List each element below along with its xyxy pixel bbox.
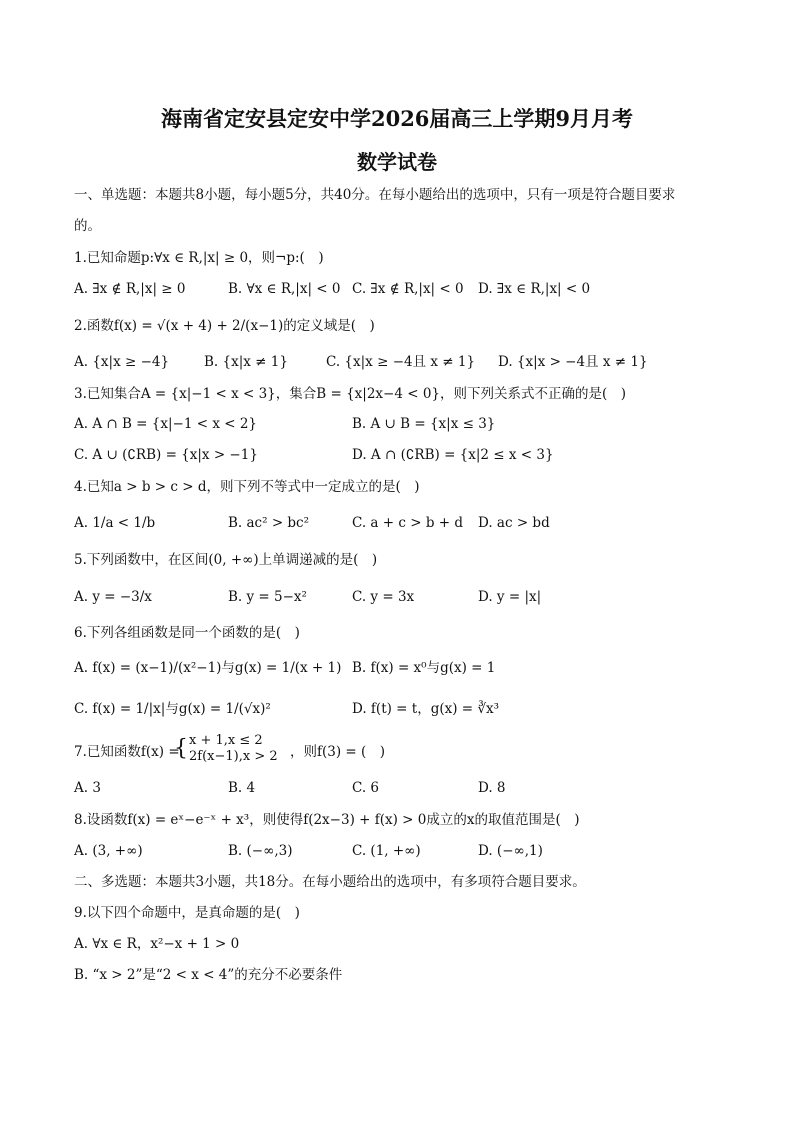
question-7-case-2: 2f(x−1),x > 2 <box>189 749 278 764</box>
question-7-case-1: x + 1,x ≤ 2 <box>189 733 263 748</box>
question-6-option-d: D. f(t) = t，g(x) = ∛x³ <box>352 701 500 717</box>
question-5-option-a: A. y = −3/x <box>74 589 152 605</box>
question-6-option-b: B. f(x) = x⁰与g(x) = 1 <box>352 660 496 676</box>
question-3-stem: 3.已知集合A = {x|−1 < x < 3}，集合B = {x|2x−4 < 0}，则下列关系式不正确的是( ) <box>74 386 627 402</box>
question-3-option-d: D. A ∩ (∁RB) = {x|2 ≤ x < 3} <box>352 447 554 463</box>
question-1-option-b: B. ∀x ∈ R,|x| < 0 <box>228 281 341 297</box>
question-2-option-d: D. {x|x > −4且 x ≠ 1} <box>498 354 648 370</box>
question-5-option-c: C. y = 3x <box>352 589 415 605</box>
question-7-stem-suffix: ，则f(3) = ( ) <box>290 744 386 760</box>
question-1-option-a: A. ∃x ∉ R,|x| ≥ 0 <box>74 281 186 297</box>
question-4-option-c: C. a + c > b + d <box>352 515 464 531</box>
question-1-option-c: C. ∃x ∉ R,|x| < 0 <box>352 281 464 297</box>
question-3-option-c: C. A ∪ (∁RB) = {x|x > −1} <box>74 447 258 463</box>
question-2-stem: 2.函数f(x) = √(x + 4) + 2/(x−1)的定义域是( ) <box>74 318 375 334</box>
question-8-stem: 8.设函数f(x) = eˣ−e⁻ˣ + x³，则使得f(2x−3) + f(x) > 0成立的x的取值范围是( ) <box>74 812 580 828</box>
question-5-stem: 5.下列函数中，在区间(0, +∞)上单调递减的是( ) <box>74 552 378 568</box>
piecewise-brace: { <box>174 736 188 761</box>
question-8-option-a: A. (3, +∞) <box>74 843 143 859</box>
question-2-option-a: A. {x|x ≥ −4} <box>74 354 170 370</box>
question-2-option-c: C. {x|x ≥ −4且 x ≠ 1} <box>326 354 476 370</box>
section-2-instructions: 二、多选题：本题共3小题，共18分。在每小题给出的选项中，有多项符合题目要求。 <box>74 874 586 890</box>
question-2-option-b: B. {x|x ≠ 1} <box>204 354 288 370</box>
question-8-option-c: C. (1, +∞) <box>352 843 421 859</box>
question-8-option-b: B. (−∞,3) <box>228 843 293 859</box>
question-7-stem-prefix: 7.已知函数f(x) = <box>74 744 180 760</box>
question-6-option-c: C. f(x) = 1/|x|与g(x) = 1/(√x)² <box>74 701 271 717</box>
question-9-option-a: A. ∀x ∈ R，x²−x + 1 > 0 <box>74 936 240 952</box>
question-7-option-d: D. 8 <box>478 780 506 796</box>
question-3-option-b: B. A ∪ B = {x|x ≤ 3} <box>352 416 496 432</box>
question-4-option-b: B. ac² > bc² <box>228 515 310 531</box>
section-1-line-2: 的。 <box>74 218 101 234</box>
question-5-option-b: B. y = 5−x² <box>228 589 307 605</box>
question-4-option-a: A. 1/a < 1/b <box>74 515 156 531</box>
question-5-option-d: D. y = |x| <box>478 589 542 605</box>
section-1-line-1: 一、单选题：本题共8小题，每小题5分，共40分。在每小题给出的选项中，只有一项是符合题目要求 <box>74 187 676 203</box>
question-7-option-a: A. 3 <box>74 780 101 796</box>
question-4-option-d: D. ac > bd <box>478 515 550 531</box>
question-7-option-c: C. 6 <box>352 780 380 796</box>
question-3-option-a: A. A ∩ B = {x|−1 < x < 2} <box>74 416 258 432</box>
question-9-stem: 9.以下四个命题中，是真命题的是( ) <box>74 905 300 921</box>
question-6-option-a: A. f(x) = (x−1)/(x²−1)与g(x) = 1/(x + 1) <box>74 660 342 676</box>
section-1-instructions <box>74 186 675 204</box>
question-1-option-d: D. ∃x ∈ R,|x| < 0 <box>478 281 591 297</box>
page-subtitle: 数学试卷 <box>357 150 437 174</box>
question-6-stem: 6.下列各组函数是同一个函数的是( ) <box>74 625 300 641</box>
page-title: 海南省定安县定安中学2026届高三上学期9月月考 <box>160 106 634 131</box>
question-9-option-b: B. “x > 2”是“2 < x < 4”的充分不必要条件 <box>74 967 343 983</box>
question-7-option-b: B. 4 <box>228 780 256 796</box>
question-8-option-d: D. (−∞,1) <box>478 843 543 859</box>
question-4-stem: 4.已知a > b > c > d，则下列不等式中一定成立的是( ) <box>74 479 420 495</box>
question-1-stem: 1.已知命题p:∀x ∈ R,|x| ≥ 0，则¬p:( ) <box>74 250 324 266</box>
